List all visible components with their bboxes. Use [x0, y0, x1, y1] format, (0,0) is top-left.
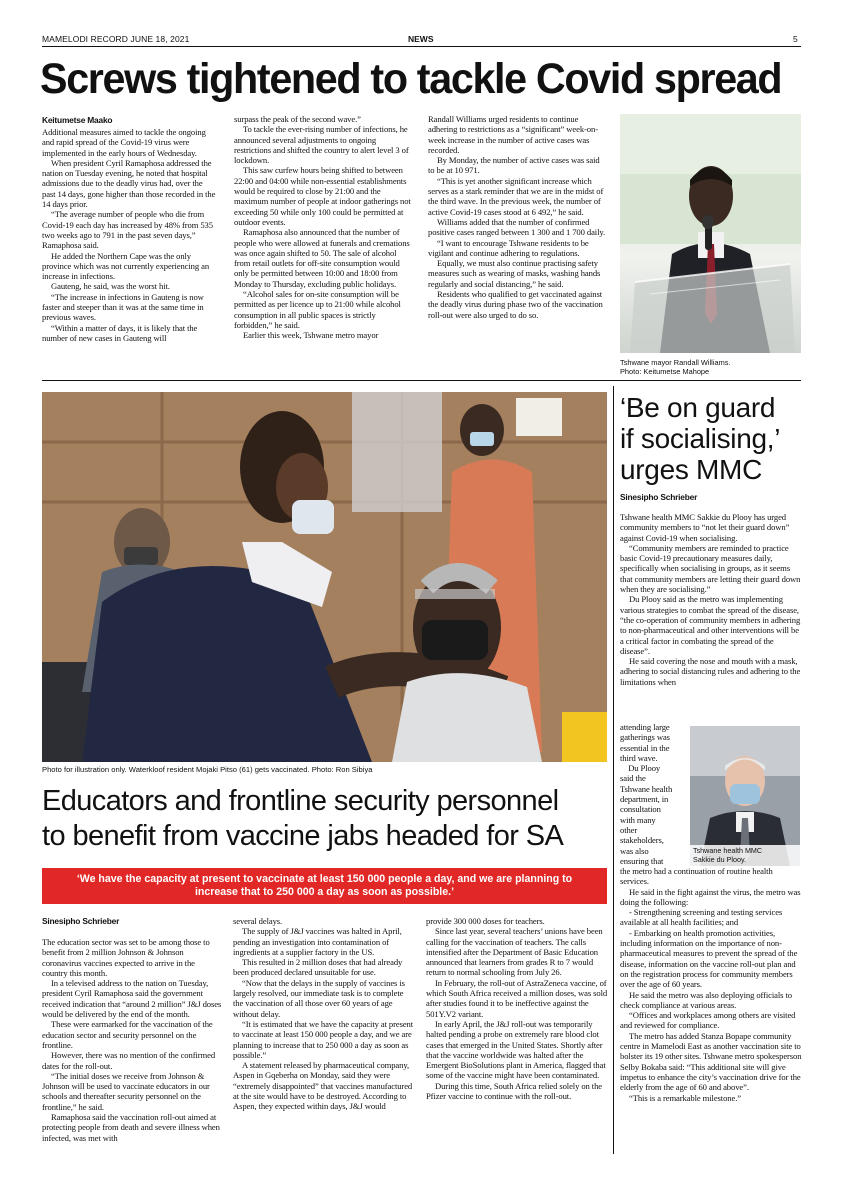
mayor-photo — [620, 114, 801, 353]
story1-column-2 — [234, 114, 414, 341]
story3-headline-line-1: ‘Be on guard — [620, 392, 776, 423]
text-line: department, in — [620, 794, 669, 805]
paragraph: He said the metro was also deploying officials to check compliance at various areas. — [620, 989, 792, 1010]
paragraph: Additional measures aimed to tackle the ongoing and rapid spread of the Covid-19 virus were implemented in the early hours of Wednesday. — [42, 127, 206, 158]
paragraph: “Offices and workplaces among others are visited and reviewed for compliance. — [620, 1010, 796, 1031]
story2-pullquote-banner — [42, 868, 607, 904]
story3-narrow-text — [620, 722, 690, 866]
story3-byline: Sinesipho Schrieber — [620, 492, 698, 502]
story3-headline — [620, 392, 802, 485]
section-label: NEWS — [408, 34, 434, 44]
paragraph: “I want to encourage Tshwane residents to be vigilant and continue adhering to regulations. — [428, 237, 589, 258]
text-line: gatherings was — [620, 732, 670, 743]
paragraph: This resulted in 2 million doses that had already been produced declared unsuitable for use. — [233, 957, 403, 978]
paragraph: surpass the peak of the second wave.” — [234, 114, 361, 124]
vaccination-illustration — [42, 392, 607, 762]
story2-column-2 — [233, 916, 415, 1112]
paragraph: In February, the roll-out of AstraZeneca vaccine, of which South Africa received a million doses, was sold after studies found it to be ineffective against the 501Y.V2 variant. — [426, 977, 608, 1019]
page-number: 5 — [793, 34, 798, 44]
paragraph: He said in the fight against the virus, the metro was doing the following: — [620, 886, 801, 907]
story3-bottom-text — [620, 866, 802, 1103]
masthead-date: MAMELODI RECORD JUNE 18, 2021 — [42, 34, 190, 44]
story1-headline: Screws tightened to tackle Covid spread — [40, 55, 782, 103]
paragraph: “The initial doses we receive from Johnson & Johnson will be used to vaccinate educators in our schools and thereafter security personnel on the frontline,” he said. — [42, 1070, 210, 1112]
masthead-rule — [42, 46, 801, 47]
paragraph: When president Cyril Ramaphosa addressed the nation on Tuesday evening, he noted that hospital admissions due to the deadly virus had, over the past 14 days, gone higher than those recorded in the 14 days prior. — [42, 157, 216, 210]
story2-pullquote-text: ‘We have the capacity at present to vaccinate at least 150 000 people a day, and we are planning to increase that to 250 000 a day as soon as possible.’ — [76, 873, 573, 898]
story2-byline: Sinesipho Schrieber — [42, 916, 120, 926]
story2-headline-line-1: Educators and frontline security personnel — [42, 785, 559, 817]
text-line: third wave. — [620, 752, 658, 763]
text-line: other — [620, 824, 638, 835]
paragraph: Ramaphosa said the vaccination roll-out aimed at protecting people from death and severe illness when infected, was met with — [42, 1112, 220, 1143]
text-line: essential in the — [620, 742, 670, 753]
paragraph: The metro has added Stanza Bopape community centre in Mamelodi East as another vaccination site to bolster its 19 other sites. Tshwane metro spokesperson Selby Bokaba said: “This additional site will give impetus to enhance the city’s vaccination drive for the elderly from the age of 60 and above”. — [620, 1030, 802, 1093]
paragraph: “Alcohol sales for on-site consumption will be permitted as per licence up to 21:00 while alcohol consumption in all public spaces is strictly forbidden,” he said. — [234, 289, 401, 330]
text-line: consultation — [620, 804, 661, 815]
mayor-illustration — [620, 114, 801, 353]
paragraph: These were earmarked for the vaccination of the education sector and security personnel on the frontline. — [42, 1019, 213, 1050]
story3-top-text — [620, 512, 802, 687]
paragraph: By Monday, the number of active cases was said to be at 10 971. — [428, 155, 600, 176]
paragraph: In a televised address to the nation on Tuesday, president Cyril Ramaphosa said the government received indication that “around 2 million” J&J doses would be delivered by the end of the month. — [42, 978, 222, 1020]
paragraph: “It is estimated that we have the capacity at present to vaccinate at least 150 000 people a day, and we are planning to increase that to 250 000 a day as soon as possible.” — [233, 1018, 414, 1060]
paragraph: “This is yet another significant increase which serves as a stark reminder that we are in the midst of the third wave. In the previous week, the number of active Covid-19 cases stood at 6 492,” he said. — [428, 175, 604, 217]
paragraph: the metro had a continuation of routine health services. — [620, 866, 773, 887]
paragraph: However, there was no mention of the confirmed dates for the roll-out. — [42, 1050, 216, 1071]
paragraph: Earlier this week, Tshwane metro mayor — [243, 330, 379, 341]
mayor-photo-caption — [620, 358, 801, 376]
paragraph: During this time, South Africa relied solely on the Pfizer vaccine to continue with the roll-out. — [426, 1080, 602, 1102]
paragraph: Randall Williams urged residents to continue adhering to restrictions as a “significant” week-on-week increase in the number of active cases was recorded. — [428, 114, 598, 155]
text-line: was also — [620, 845, 649, 856]
text-line: with many — [620, 814, 656, 825]
paragraph: He said covering the nose and mouth with a mask, adhering to social distancing rules and adhering to the limitations when — [620, 656, 801, 687]
story1-byline: Keitumetse Maako — [42, 115, 113, 125]
story1-bottom-rule — [42, 380, 801, 381]
story2-column-3 — [426, 916, 608, 1101]
paragraph: The education sector was set to be among those to benefit from 2 million Johnson & Johnson coronavirus vaccines expected to arrive in the country this month. — [42, 937, 210, 978]
story3-headline-line-3: urges MMC — [620, 454, 762, 485]
vaccination-photo — [42, 392, 607, 762]
mmc-caption-line-1: Tshwane health MMC — [693, 846, 763, 855]
mmc-caption-line-2: Sakkie du Plooy. — [693, 854, 747, 864]
text-line: ensuring that — [620, 855, 664, 866]
paragraph: - Embarking on health promotion activities, including information on the importance of non-pharmaceutical measures to prevent the spread of the disease, information on the vaccine roll-out plan and on the registration process for community members over the age of 60 years. — [620, 927, 798, 990]
text-line: stakeholders, — [620, 835, 664, 846]
paragraph: This saw curfew hours being shifted to between 22:00 and 04:00 while non-essential establishments would be required to close by 21:00 and the maximum number of people at indoor gatherings not exceeding 50 while only 100 could be permitted at outdoor events. — [234, 165, 411, 227]
paragraph: To tackle the ever-rising number of infections, he announced several adjustments to ongoing restrictions and shifted the country to alert level 3 of lockdown. — [234, 124, 409, 166]
paragraph: “Community members are reminded to practice basic Covid-19 precautionary measures daily, specifically when socialising in groups, as it seems that community members are letting their guard down when they are socialising.” — [620, 542, 801, 595]
paragraph: Residents who qualified to get vaccinated against the deadly virus during phase two of the vaccination roll-out were also urged to do so. — [428, 289, 603, 320]
paragraph: Williams added that the number of confirmed positive cases ranged between 1 300 and 1 700 daily. — [428, 216, 606, 238]
paragraph: In early April, the J&J roll-out was temporarily halted pending a probe on extremely rare blood clot cases that emerged in the United States. Shortly after that the vaccine worldwide was halted after the Emergent BioSolutions plant in America, flagged that some of the vaccine might have been contaminated. — [426, 1018, 606, 1081]
column-divider — [613, 386, 614, 1154]
mmc-photo — [690, 726, 800, 866]
paragraph: - Strengthening screening and testing services available at all health facilities; and — [620, 907, 783, 928]
story2-headline — [42, 784, 617, 854]
paragraph: “The increase in infections in Gauteng is now faster and steeper than it was at the same time in previous waves. — [42, 291, 204, 323]
vaccination-photo-caption: Photo for illustration only. Waterkloof resident Mojaki Pitso (61) gets vaccinated. Photo: Ron Sibiya — [42, 765, 373, 774]
paragraph: “The average number of people who die from Covid-19 each day has increased by 48% from 535 two weeks ago to 791 in the past seven days,” Ramaphosa said. — [42, 209, 213, 251]
text-line: said the — [620, 773, 646, 784]
paragraph: “This is a remarkable milestone.” — [629, 1092, 741, 1103]
text-line: Tshwane health — [620, 783, 673, 794]
paragraph: The supply of J&J vaccines was halted in April, pending an investigation into contamination of ingredients at a supplier factory in the US. — [233, 926, 402, 957]
paragraph: “Within a matter of days, it is likely that the number of new cases in Gauteng will — [42, 322, 198, 343]
text-line: attending large — [620, 722, 670, 732]
paragraph: Ramaphosa also announced that the number of people who were allowed at funerals and cremations was once again shifted to 50. The sale of alcohol from retail outlets for off-site consumption would only be permitted between 10:00 and 18:00 from Monday to Thursday, excluding public holidays. — [234, 227, 410, 289]
story2-column-1 — [42, 937, 222, 1143]
paragraph: Gauteng, he said, was the worst hit. — [51, 281, 170, 292]
mmc-photo-caption — [690, 845, 800, 866]
paragraph: Equally, we must also continue practising safety measures such as wearing of masks, washing hands regularly and social distancing,” he said. — [428, 258, 601, 289]
mayor-caption-line-2: Photo: Keitumetse Mahope — [620, 367, 710, 376]
paragraph: A statement released by pharmaceutical company, Aspen in Gqeberha on Monday, said they were “extremely disappointed” that vaccines manufactured at the site would have to be destroyed. According to Aspen, they expected within days, J&J would — [233, 1060, 413, 1112]
text-line: Du Plooy — [620, 763, 661, 774]
paragraph: “Now that the delays in the supply of vaccines is largely resolved, our immediate task is to complete the vaccination of all those over 60 years of age without delay. — [233, 977, 405, 1019]
paragraph: He added the Northern Cape was the only province which was not currently experiencing an increase in infections. — [42, 250, 210, 282]
story1-column-1 — [42, 127, 218, 343]
paragraph: provide 300 000 doses for teachers. — [426, 916, 545, 926]
paragraph: several delays. — [233, 916, 283, 926]
mayor-caption-line-1: Tshwane mayor Randall Williams. — [620, 358, 731, 367]
paragraph: Since last year, several teachers’ unions have been calling for the vaccination of teachers. The calls intensified after the Department of Basic Education announced that learners from grades R to 7 would return to normal schooling from July 26. — [426, 926, 603, 978]
story3-headline-line-2: if socialising,’ — [620, 423, 781, 454]
paragraph: Tshwane health MMC Sakkie du Plooy has urged community members to “not let their guard down” against Covid-19 when socialising. — [620, 512, 790, 543]
story1-column-3 — [428, 114, 608, 320]
story2-headline-line-2: to benefit from vaccine jabs headed for SA — [42, 820, 564, 852]
paragraph: Du Plooy said as the metro was implementing various strategies to combat the spread of the disease, “the co-operation of community members in adhering to non-pharmaceutical and other interventions will be a critical factor in combating the spread of the disease”. — [620, 594, 801, 656]
